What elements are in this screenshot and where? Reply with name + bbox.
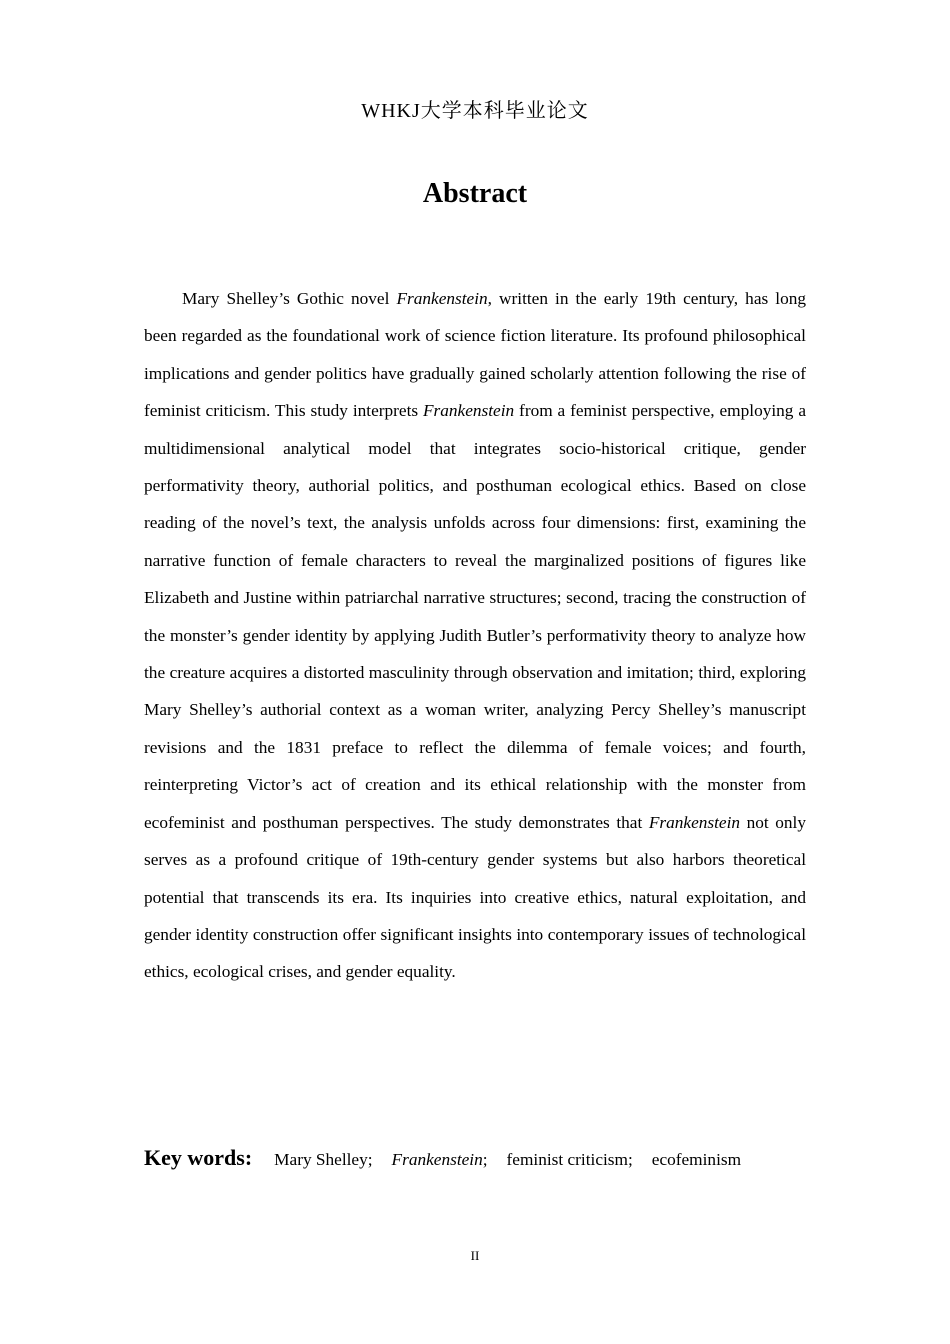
abstract-paragraph xyxy=(144,280,806,991)
keyword-item: Mary Shelley; xyxy=(274,1150,373,1169)
keywords-line xyxy=(144,1145,806,1171)
abstract-text-4: not only serves as a profound critique of 19th-century gender systems but also harbors theoretical potential that transcends its era. Its inquiries into creative ethics, natural exploitation, and gender identity construction offer significant insights into contemporary issues of technological ethics, ecological crises, and gender equality. xyxy=(144,812,806,982)
abstract-text-2: , written in the early 19th century, has long been regarded as the foundational work of science fiction literature. Its profound philosophical implications and gender politics have gradually gained scholarly attention following the rise of feminist criticism. This study interprets xyxy=(144,289,806,421)
keyword-item: Frankenstein xyxy=(391,1150,483,1169)
page-number: II xyxy=(470,1248,480,1263)
keywords-label: Key words: xyxy=(144,1145,253,1170)
abstract-text-3: from a feminist perspective, employing a multidimensional analytical model that integrates socio-historical critique, gender performativity theory, authorial politics, and posthuman ecological ethics. Based on close reading of the novel’s text, the analysis unfolds across four dimensions: first, examining the narrative function of female characters to reveal the marginalized positions of figures like Elizabeth and Justine within patriarchal narrative structures; second, tracing the construction of the monster’s gender identity by applying Judith Butler’s performativity theory to analyze how the creature acquires a distorted masculinity through observation and imitation; third, exploring Mary Shelley’s authorial context as a woman writer, analyzing Percy Shelley’s manuscript revisions and the 1831 preface to reflect the dilemma of female voices; and fourth, reinterpreting Victor’s act of creation and its ethical relationship with the monster from ecofeminist and posthuman perspectives. The study demonstrates that xyxy=(144,401,806,832)
page-title: Abstract xyxy=(422,178,528,209)
keyword-item: ecofeminism xyxy=(651,1150,742,1169)
keyword-suffix: ; xyxy=(482,1150,488,1169)
abstract-text-1: Mary Shelley’s Gothic novel xyxy=(182,289,397,308)
running-header: WHKJ大学本科毕业论文 xyxy=(361,100,589,122)
abstract-title-italic-2: Frankenstein xyxy=(422,401,515,421)
abstract-title-italic-1: Frankenstein xyxy=(396,289,488,308)
keyword-item: feminist criticism; xyxy=(506,1150,633,1169)
abstract-title-italic-3: Frankenstein xyxy=(648,812,741,832)
